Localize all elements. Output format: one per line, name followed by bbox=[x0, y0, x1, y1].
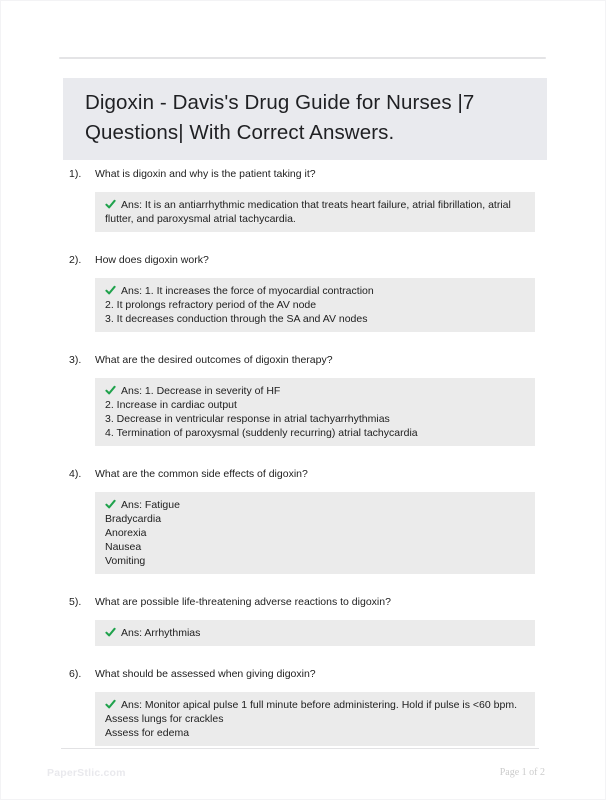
answer-line: Vomiting bbox=[105, 555, 146, 567]
watermark: PaperStlic.com bbox=[47, 767, 126, 779]
answer-box bbox=[95, 620, 535, 646]
answer-line: Nausea bbox=[105, 541, 142, 553]
question-number: 6). bbox=[69, 668, 82, 680]
answer-line: Anorexia bbox=[105, 527, 147, 539]
question-block bbox=[69, 253, 535, 332]
answer-line bbox=[105, 498, 525, 512]
answer-line: 3. It decreases conduction through the SA and AV nodes bbox=[105, 313, 368, 325]
answer-text: Ans: Monitor apical pulse 1 full minute before administering. Hold if pulse is <60 bpm. bbox=[121, 699, 517, 711]
question-text: What are the desired outcomes of digoxin therapy? bbox=[95, 354, 333, 366]
question-row bbox=[69, 667, 535, 682]
answer-text: Ans: It is an antiarrhythmic medication that treats heart failure, atrial fibrillation, atrial flutter, and paroxysmal atrial tachycardia. bbox=[105, 199, 511, 225]
title-box bbox=[63, 78, 547, 160]
answer-line: Bradycardia bbox=[105, 513, 162, 525]
question-text: How does digoxin work? bbox=[95, 254, 209, 266]
answer-line: 4. Termination of paroxysmal (suddenly recurring) atrial tachycardia bbox=[105, 427, 418, 439]
answer-box bbox=[95, 692, 535, 746]
question-text: What should be assessed when giving digoxin? bbox=[95, 668, 316, 680]
checkmark-icon bbox=[105, 285, 116, 295]
answer-line: 2. Increase in cardiac output bbox=[105, 399, 237, 411]
answer-line bbox=[105, 284, 525, 298]
answer-line bbox=[105, 384, 525, 398]
checkmark-icon bbox=[105, 199, 116, 209]
page-number: Page 1 of 2 bbox=[499, 767, 545, 778]
answer-text: Ans: Arrhythmias bbox=[121, 627, 201, 639]
question-text: What is digoxin and why is the patient taking it? bbox=[95, 168, 316, 180]
question-number: 4). bbox=[69, 468, 82, 480]
footer-divider bbox=[61, 748, 539, 749]
checkmark-icon bbox=[105, 385, 116, 395]
answer-line: 2. It prolongs refractory period of the AV node bbox=[105, 299, 317, 311]
question-number: 3). bbox=[69, 354, 82, 366]
answer-line: Assess for edema bbox=[105, 727, 190, 739]
question-row bbox=[69, 253, 535, 268]
answer-text: Ans: 1. Decrease in severity of HF bbox=[121, 385, 281, 397]
question-block bbox=[69, 667, 535, 746]
answer-line bbox=[105, 626, 525, 640]
question-block bbox=[69, 467, 535, 574]
answer-box bbox=[95, 192, 535, 232]
answer-box bbox=[95, 492, 535, 574]
question-number: 5). bbox=[69, 596, 82, 608]
question-number: 1). bbox=[69, 168, 82, 180]
checkmark-icon bbox=[105, 627, 116, 637]
question-text: What are the common side effects of digoxin? bbox=[95, 468, 308, 480]
answer-line: Assess lungs for crackles bbox=[105, 713, 224, 725]
question-number: 2). bbox=[69, 254, 82, 266]
question-row bbox=[69, 353, 535, 368]
question-row bbox=[69, 467, 535, 482]
checkmark-icon bbox=[105, 699, 116, 709]
answer-line bbox=[105, 198, 525, 226]
answer-text: Ans: 1. It increases the force of myocardial contraction bbox=[121, 285, 374, 297]
answer-box bbox=[95, 378, 535, 446]
checkmark-icon bbox=[105, 499, 116, 509]
answer-box bbox=[95, 278, 535, 332]
answer-line bbox=[105, 698, 525, 712]
answer-text: Ans: Fatigue bbox=[121, 499, 180, 511]
question-row bbox=[69, 595, 535, 610]
question-block bbox=[69, 167, 535, 232]
question-list bbox=[69, 167, 535, 767]
question-text: What are possible life-threatening adverse reactions to digoxin? bbox=[95, 596, 391, 608]
question-row bbox=[69, 167, 535, 182]
answer-line: 3. Decrease in ventricular response in atrial tachyarrhythmias bbox=[105, 413, 390, 425]
question-block bbox=[69, 595, 535, 646]
page-title: Digoxin - Davis's Drug Guide for Nurses |7 Questions| With Correct Answers. bbox=[85, 91, 475, 144]
question-block bbox=[69, 353, 535, 446]
header-divider bbox=[59, 57, 546, 59]
